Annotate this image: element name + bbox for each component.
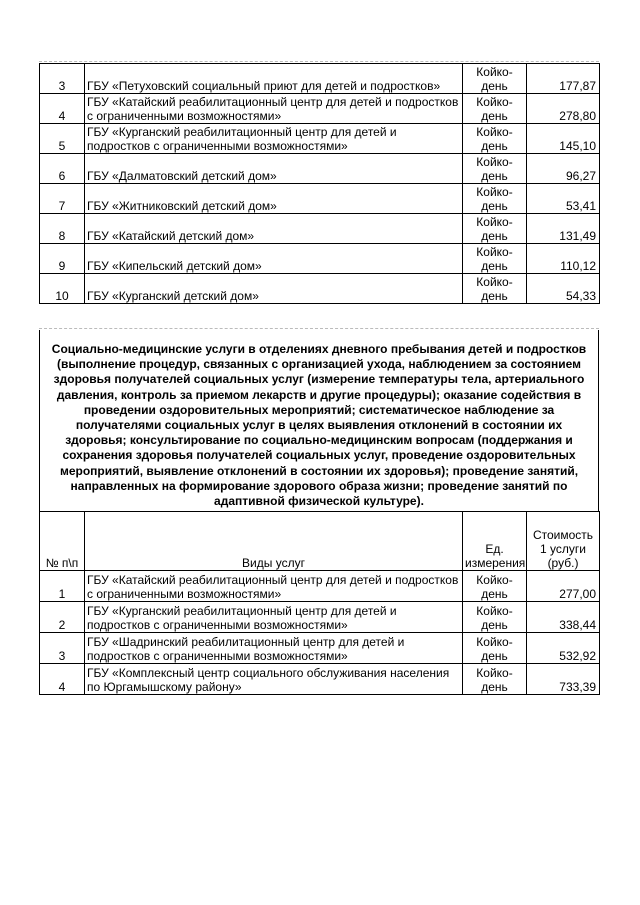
unit-of-measure: Койко-день bbox=[463, 154, 527, 184]
service-name: ГБУ «Шадринский реабилитационный центр для детей и подростков с ограниченными возможностями» bbox=[85, 633, 463, 664]
service-name: ГБУ «Катайский реабилитационный центр для детей и подростков с ограниченными возможностями» bbox=[85, 571, 463, 602]
services-table-daycare bbox=[39, 511, 600, 695]
service-name: ГБУ «Житниковский детский дом» bbox=[85, 184, 463, 214]
service-name: ГБУ «Далматовский детский дом» bbox=[85, 154, 463, 184]
row-number: 9 bbox=[40, 244, 85, 274]
service-price: 278,80 bbox=[527, 94, 600, 124]
service-price: 131,49 bbox=[527, 214, 600, 244]
unit-of-measure: Койко-день bbox=[463, 64, 527, 94]
service-price: 145,10 bbox=[527, 124, 600, 154]
service-name: ГБУ «Курганский детский дом» bbox=[85, 274, 463, 304]
row-number: 10 bbox=[40, 274, 85, 304]
services-table-top bbox=[39, 63, 600, 304]
unit-of-measure: Койко-день bbox=[463, 664, 527, 695]
service-name: ГБУ «Курганский реабилитационный центр для детей и подростков с ограниченными возможностями» bbox=[85, 124, 463, 154]
row-number: 1 bbox=[40, 571, 85, 602]
row-number: 3 bbox=[40, 633, 85, 664]
col-header-unit: Ед. измерения bbox=[463, 512, 527, 571]
service-price: 532,92 bbox=[527, 633, 600, 664]
service-price: 733,39 bbox=[527, 664, 600, 695]
service-price: 177,87 bbox=[527, 64, 600, 94]
section-heading: Социально-медицинские услуги в отделениях дневного пребывания детей и подростков (выполнение процедур, связанных с организацией ухода, наблюдением за состоянием здоровья получателей социальных услуг (измерение температуры тела, артериального давления, контроль за приемом лекарств и другие процедуры); оказание содействия в проведении оздоровительных мероприятий; систематическое наблюдение за получателями социальных услуг в целях выявления отклонений в состоянии их здоровья; консультирование по социально-медицинским вопросам (поддержания и сохранения здоровья получателей социальных услуг, проведение оздоровительных мероприятий, выявление отклонений в состоянии их здоровья); проведение занятий, направленных на формирование здорового образа жизни; проведение занятий по адаптивной физической культуре). bbox=[39, 330, 599, 511]
service-price: 53,41 bbox=[527, 184, 600, 214]
service-name: ГБУ «Петуховский социальный приют для детей и подростков» bbox=[85, 64, 463, 94]
row-number: 7 bbox=[40, 184, 85, 214]
unit-of-measure: Койко-день bbox=[463, 184, 527, 214]
unit-of-measure: Койко-день bbox=[463, 244, 527, 274]
table-row bbox=[40, 94, 600, 124]
row-number: 3 bbox=[40, 64, 85, 94]
table-row bbox=[40, 244, 600, 274]
unit-of-measure: Койко-день bbox=[463, 94, 527, 124]
row-number: 4 bbox=[40, 94, 85, 124]
service-price: 110,12 bbox=[527, 244, 600, 274]
service-name: ГБУ «Катайский реабилитационный центр для детей и подростков с ограниченными возможностями» bbox=[85, 94, 463, 124]
unit-of-measure: Койко-день bbox=[463, 633, 527, 664]
row-number: 8 bbox=[40, 214, 85, 244]
service-name: ГБУ «Курганский реабилитационный центр для детей и подростков с ограниченными возможностями» bbox=[85, 602, 463, 633]
table-row bbox=[40, 633, 600, 664]
col-header-number: № п\п bbox=[40, 512, 85, 571]
table-row bbox=[40, 154, 600, 184]
service-name: ГБУ «Кипельский детский дом» bbox=[85, 244, 463, 274]
service-name: ГБУ «Комплексный центр социального обслуживания населения по Юргамышскому району» bbox=[85, 664, 463, 695]
col-header-service: Виды услуг bbox=[85, 512, 463, 571]
service-price: 277,00 bbox=[527, 571, 600, 602]
table-row bbox=[40, 664, 600, 695]
unit-of-measure: Койко-день bbox=[463, 274, 527, 304]
service-price: 54,33 bbox=[527, 274, 600, 304]
table-row bbox=[40, 571, 600, 602]
table-row bbox=[40, 274, 600, 304]
day-care-section bbox=[39, 330, 599, 695]
scan-edge-line bbox=[39, 61, 599, 62]
table-row bbox=[40, 214, 600, 244]
service-name: ГБУ «Катайский детский дом» bbox=[85, 214, 463, 244]
row-number: 4 bbox=[40, 664, 85, 695]
table-row bbox=[40, 64, 600, 94]
unit-of-measure: Койко-день bbox=[463, 602, 527, 633]
scan-edge-line bbox=[39, 328, 599, 329]
table-header-row bbox=[40, 512, 600, 571]
unit-of-measure: Койко-день bbox=[463, 571, 527, 602]
row-number: 2 bbox=[40, 602, 85, 633]
unit-of-measure: Койко-день bbox=[463, 214, 527, 244]
table-row bbox=[40, 124, 600, 154]
unit-of-measure: Койко-день bbox=[463, 124, 527, 154]
row-number: 5 bbox=[40, 124, 85, 154]
table-row bbox=[40, 602, 600, 633]
row-number: 6 bbox=[40, 154, 85, 184]
service-price: 338,44 bbox=[527, 602, 600, 633]
service-price: 96,27 bbox=[527, 154, 600, 184]
table-row bbox=[40, 184, 600, 214]
col-header-price: Стоимость 1 услуги (руб.) bbox=[527, 512, 600, 571]
